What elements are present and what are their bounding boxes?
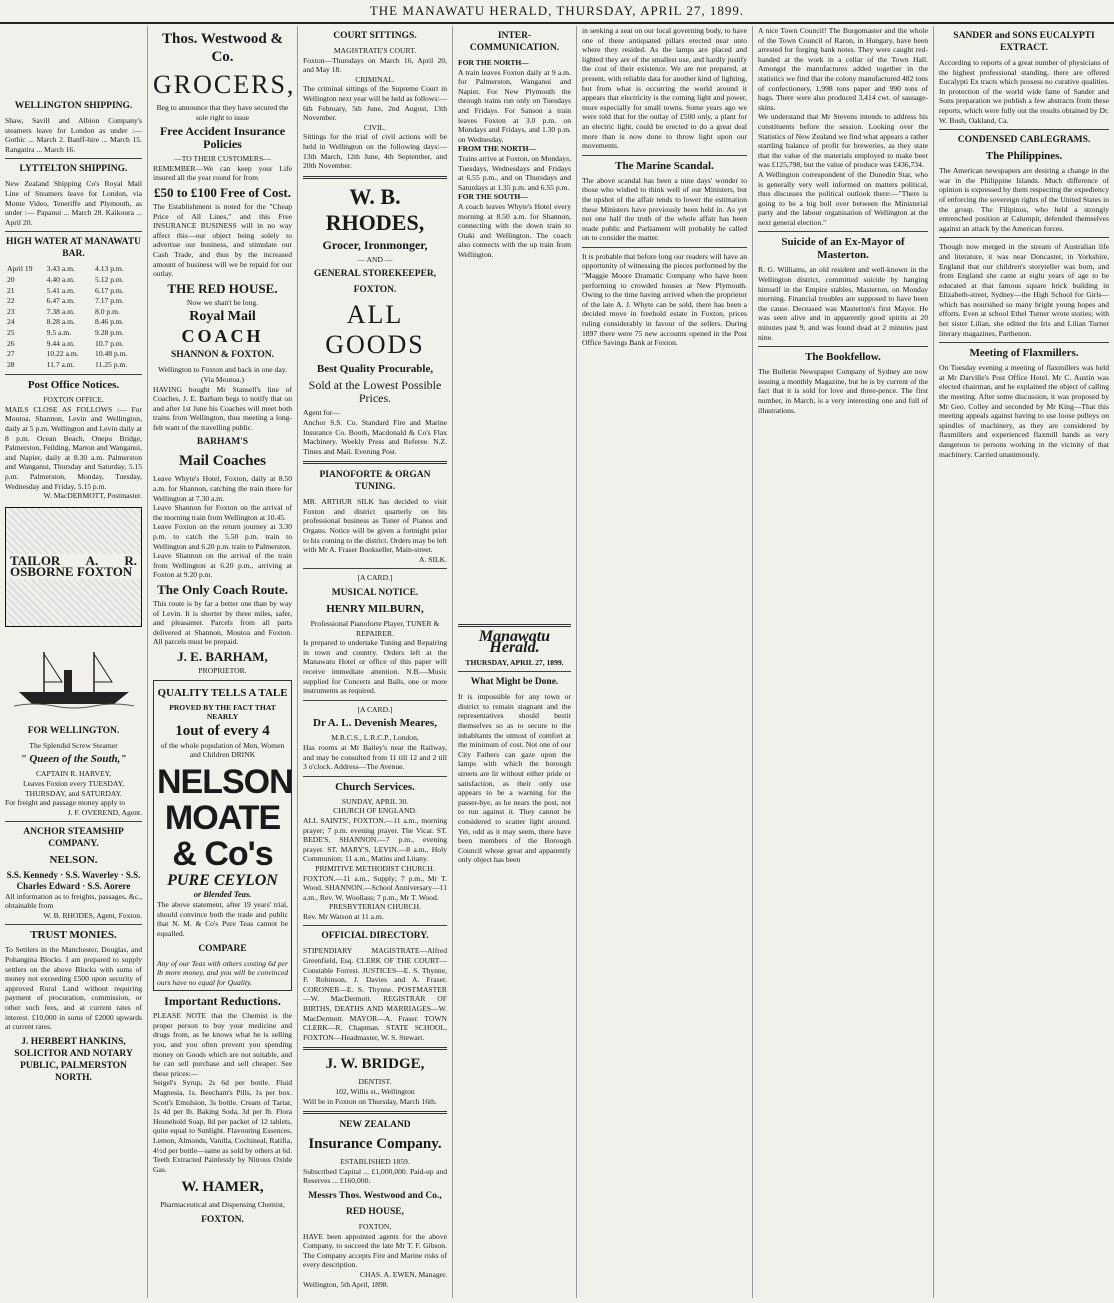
primitive-heading: PRIMITIVE METHODIST CHURCH. <box>315 863 435 873</box>
tide-row <box>5 328 142 339</box>
church-england: CHURCH OF ENGLAND. <box>333 806 417 816</box>
tide-cell: 10.7 p.m. <box>95 338 124 348</box>
hamer-town: FOXTON. <box>201 1214 244 1225</box>
news-text-1: A nice Town Council! The Burgomaster and the whole of the Town Council of Raron, in Hungary, have been arrested for forging bank notes. They were caught red-handed at the work in a cellar of the Town Hall. Amongst the manufactures added together in the statistics we find that the colony manufactured 482 tons of confectionery, 1,998 tons paper and 990 tons of bags. There were also produced 3,414 cwt. of sausage-skins. <box>758 26 928 112</box>
magistrate-heading: MAGISTRATE'S COURT. <box>333 46 417 55</box>
rhodes-name: W. B. RHODES, <box>325 183 425 235</box>
news-text-2: We understand that Mr Stevens intends to address his constituents before the session. Looking over the Statistics of New Zealand we find what appears a rather startling balance of profit for breweries, as they state that the value of the materials employed to make beer was £125,798, but the value of produce was £436,734. <box>758 112 928 170</box>
tide-row <box>5 286 142 297</box>
south-heading: FOR THE SOUTH— <box>458 192 528 202</box>
rhodes-sub: Grocer, Ironmonger, <box>322 237 428 252</box>
anchor-nelson: NELSON. <box>49 854 98 867</box>
tide-cell: 5.41 a.m. <box>46 285 75 295</box>
ewen-date: Wellington, 5th April, 1898. <box>303 1279 389 1289</box>
agent-overend: J. F. OVEREND, Agent. <box>67 807 142 817</box>
tea-out: 1out of every 4 <box>175 722 270 739</box>
tide-cell: 26 <box>7 338 15 348</box>
steamer-text: Leaves Foxton every TUESDAY, THURSDAY, and SATURDAY. <box>22 779 125 798</box>
between-heading: SHANNON & FOXTON. <box>170 350 274 361</box>
spacer <box>458 259 571 619</box>
column-4 <box>453 26 577 1298</box>
criminal-text: The criminal sittings of the Supreme Court in Wellington next year will be held as follows:—6th February, 5th June, 2nd August, 13th November. <box>303 84 447 123</box>
lyttelton-heading: LYTTELTON SHIPPING. <box>19 164 128 175</box>
westwood-firm: Thos. Westwood & Co. <box>162 31 283 65</box>
all-goods: ALL GOODS <box>325 300 425 360</box>
agencies-list: Anchor S.S. Co. Standard Fire and Marine Insurance Co. Booth, Macdonald & Co's Flax Machinery. Weekly Press and Referee. N.Z. Times and Mail. Evening Post. <box>303 417 447 456</box>
milburn-text: Is prepared to undertake Tuning and Repairing in town and country. Orders left at the Manawatu Hotel or office of this paper will receive immediate attention. N.B.—Music supplied for Concerts and Balls, one or more instruments as required. <box>303 638 447 696</box>
tea-whole: of the whole population of Men, Women and Children DRINK <box>160 740 285 760</box>
tide-row <box>5 339 142 350</box>
trust-heading: TRUST MONIES. <box>30 929 117 942</box>
prices-text: Seigel's Syrup, 2s 6d per bottle. Fluid Magnesia, 1s. Beecham's Pills, 1s per box. Scott's Emulsion, 3s bottle. Cream of Tartar, 1s 4d per lb. Baking Soda, 3d per lb. Flora Household Soap, 8d per packet of 12 tablets, quite equal to Sunlight. Flavouring Essences, Lemon, Almonds, Vanilla, Cochineal, Ratifia, 4½d per bottle—same as sold by others at 6d. Teeth Extracted Painlessly by Nitrous Oxide Gas. <box>153 1078 292 1174</box>
tide-cell: 28 <box>7 359 15 369</box>
mail-coach-text-3: Leave Foxton on the return journey at 3.30 p.m. to catch the 5.50 p.m. train to Wellington and 6.20 p.m. train to Palmerston. <box>153 522 292 551</box>
coach-heading: COACH <box>181 326 264 347</box>
bridge-text: Will be in Foxton on Thursday, March 16th. <box>303 1096 437 1106</box>
suicide-text: R. G. Williams, an old resident and well-known in the Wellington district, committed suicide by hanging himself in the Empire stables, Masterton, on Monday morning. Financial troubles are supposed to have been the cause. Deceased was Masterton's first Mayor. He was seen alive and in apparently good spirits at 20 minutes past 9, and was found dead at 2 minutes past nine. <box>758 265 928 342</box>
from-north-heading: FROM THE NORTH— <box>458 144 537 154</box>
column-6 <box>753 26 934 1298</box>
only-coach-text: This route is by far a better one than by way of Levin. It is shorter by three miles, safer, and pleasanter. Parcels from all parts delivered at Shannon, Moutoa and Foxton. All parcels must be prepaid. <box>153 599 292 647</box>
tide-cell: 27 <box>7 349 15 359</box>
church-heading: Church Services. <box>335 780 415 793</box>
faded-shipping-notice <box>5 26 142 96</box>
insurance-heading: Free Accident Insurance Policies <box>159 124 286 152</box>
lyttelton-text: New Zealand Shipping Co's Royal Mail Line of Steamers leave for London, via Monte Video, Teneriffe and Plymouth, as under :— Papanui ... March 28. Kaikoura ... April 20. <box>5 179 142 227</box>
red-house-town: FOXTON, <box>358 1221 392 1231</box>
reductions-text: PLEASE NOTE that the Chemist is the proper person to buy your medicine and drugs from, as he knows what he is selling you, and you often prevent you spending money on Goods which are not suitable, and he can sell purchase and sell cheaper. See these prices:— <box>153 1011 292 1078</box>
tide-cell: 25 <box>7 327 15 337</box>
leader-text: It is impossible for any town or district to remain stagnant and the representatives should bestir themselves so as to secure to the inhabitants the utmost of comfort at the minimum of cost. Not one of our City Fathers can gaze upon the lamps with which the borough streets are lit without either pride or satisfaction, as their only use appears to be a warning for the passer-bye, as he nears the post, not to run against it. They cannot be considered to scatter light around. Yet, odd as it may seem, there have been members of the Borough Council whose great and apparently only object has been <box>458 692 571 865</box>
civil-heading: CIVIL. <box>363 122 387 132</box>
bookfellow-heading: The Bookfellow. <box>805 351 881 364</box>
turner-text: Though now merged in the stream of Australian life and literature, it was near Doncaster, in Yorkshire, England that our children's storyteller was born, and from England she came at eight years of age to be educated at that famous square brick building in Elizabeth-street, Sydney—the High School for Girls—which has nourished so many bright young hopes and efforts. Even at school Ethel Turner wrote stories; with her sister Lilian, she edited the Iris and Lilian Turner literary magazines, Parthenon. <box>939 242 1109 338</box>
reductions-heading: Important Reductions. <box>164 994 281 1009</box>
bridge-address: 102, Willis st., Wellington <box>335 1087 415 1096</box>
primitive-text: FOXTON.—11 a.m., Supply; 7 p.m., Mr T. Wood. SHANNON.—School Anniversary—11 a.m., Rev. W. Woollass; 7 p.m., Mr T. Wood. <box>303 873 447 902</box>
masthead <box>0 0 1114 24</box>
mail-coach-text-2: Leave Shannon for Foxton on the arrival of the morning train from Wellington at 10.45. <box>153 503 292 522</box>
tea-note: The above statement, after 19 years' trial, should convince both the trade and public that N. M. & Co's Pure Teas cannot be equalled. <box>157 900 288 938</box>
tide-cell: 24 <box>7 317 15 327</box>
tide-cell: 4.40 a.m. <box>46 274 75 284</box>
trust-text: To Settlers in the Manchester, Douglas, and Pohangina Blocks. I am prepared to supply settlers on the above Blocks with sums of money not exceeding £500 upon security of approved Rural Land without requiring payment of procuration, commission, or other such fees, and at current rates of interest. £10,000 in sums of £2000 upwards at current rates. <box>5 945 142 1032</box>
capital-text: Subscribed Capital ... £1,000,000. Paid-up and Reserves ... £160,000. <box>303 1166 447 1186</box>
anchor-ships: S.S. Kennedy · S.S. Waverley · S.S. Charles Edward · S.S. Aorere <box>6 870 141 891</box>
south-text: A coach leaves Whyte's Hotel every morning at 8.50 a.m. for Shannon, connecting with the down train to Otaki and Wellington. The coach also connects with the up train from Wellington. <box>458 201 571 259</box>
sander-heading: SANDER and SONS EUCALYPTI EXTRACT. <box>953 31 1095 53</box>
philippines-text: The American newspapers are desiring a change in the war in the Philippine Islands. Much difference of opinion is expressed by them respecting the expediency of enforcing the sovereign rights of the United States in the group. The Filipinos, who held a strongly entrenched position at Calumpit, defended themselves against an attack by the American forces. <box>939 166 1109 233</box>
tea-proved: PROVED BY THE FACT THAT NEARLY <box>169 702 276 722</box>
tide-row <box>5 317 142 328</box>
compare-heading: COMPARE <box>198 943 247 954</box>
silk-sign: A. SILK. <box>418 554 447 564</box>
rhodes-and: — AND — <box>357 254 393 264</box>
tide-cell: 11.7 a.m. <box>46 359 75 369</box>
leader-heading: What Might be Done. <box>470 677 559 688</box>
column-7 <box>934 26 1114 1298</box>
card-label: [A CARD.] <box>357 573 393 583</box>
compare-text: Any of our Teas with others costing 6d per lb more money, and you will be convinced ours have no equal for Quality. <box>157 958 288 987</box>
shall-be-long: Now we shan't be long. <box>186 297 259 307</box>
steamer-intro: The Splendid Screw Steamer <box>29 740 118 750</box>
nelson-moate: NELSON MOATE & Co's <box>157 762 293 873</box>
tide-cell: 3.43 a.m. <box>46 264 75 274</box>
official-heading: OFFICIAL DIRECTORY. <box>321 931 429 942</box>
tide-cell: April 19 <box>7 264 33 274</box>
hamer-name: W. HAMER, <box>181 1179 264 1196</box>
anchor-heading: ANCHOR STEAMSHIP COMPANY. <box>23 827 124 850</box>
paper-date: THURSDAY, APRIL 27, 1899. <box>465 657 564 667</box>
tide-cell: 6.47 a.m. <box>46 296 75 306</box>
post-office-text: MAILS CLOSE AS FOLLOWS :— For Moutoa, Shannon, Levin and Wellington, daily at 5 p.m. Wellington and Levin daily at 8 p.m. Ocean Beach, Onepu Bridge, Palmerston, Feilding, Marton and Wanganui, and Napier, daily at 8.30 a.m. Palmerston and Wanganui, Thursday and Saturday, 5.15 p.m. Palmerston, Monday, Tuesday, Wednesday and Friday, 5.15 p.m. <box>5 404 142 491</box>
tide-cell: 21 <box>7 285 15 295</box>
tea-tagline: QUALITY TELLS A TALE <box>157 686 288 699</box>
barham-proprietor: PROPRIETOR. <box>198 665 247 675</box>
tide-cell: 11.25 p.m. <box>95 359 128 369</box>
intercommunication-heading: INTER-COMMUNICATION. <box>469 31 560 53</box>
masthead-title: THE MANAWATU HERALD, THURSDAY, APRIL 27, 1899. <box>369 3 745 18</box>
tide-cell: 6.17 p.m. <box>95 285 124 295</box>
shipping-text: Shaw, Savill and Albion Company's steamers leave for London as under :— Gothic ... March 2. Banff-hire ... March 15. Rangatira ... March 16. <box>5 116 142 154</box>
grocers-announce: Beg to announce that they have secured the sole right to issue <box>156 103 289 122</box>
tide-cell: 8.46 p.m. <box>95 317 124 327</box>
local-news: It is probable that before long our readers will have an opportunity of witnessing the pieces performed by the "Maggie Moore Dramatic Company who have been performing to crowded houses at New Plymouth. Owing to the time having arrived when the proprietor of the late A. J. Whyte can be sold, there has been a decided move in freehold estate in Foxton, prices ruling considerably in favour of the sellers. During 1897 there were 75 new accounts opened in the Post Office Savings Bank at Foxton. <box>582 251 747 348</box>
postmaster-sign: W. MacDERMOTT, Postmaster. <box>43 491 142 501</box>
mail-coach-text-4: Leave Shannon on the arrival of the train from Wellington at 6.20 p.m., arriving at Foxton at 9.20 p.m. <box>153 551 292 580</box>
tide-cell: 9.28 p.m. <box>95 327 124 337</box>
mail-coaches-heading: Mail Coaches <box>178 453 267 470</box>
hamer-sub: Pharmaceutical and Dispensing Chemist, <box>160 1200 285 1210</box>
milburn-name: HENRY MILBURN, <box>326 603 424 616</box>
civil-text: Sittings for the trial of civil actions will be held in Wellington on the following days:—13th March, 12th June, 4th September, and 20th November. <box>303 132 447 171</box>
musical-heading: MUSICAL NOTICE. <box>331 588 419 599</box>
tide-cell: 22 <box>7 296 15 306</box>
column-3 <box>298 26 453 1298</box>
marine-text: The above scandal has been a nine days' wonder to those who wished to think well of our Ministers, but the upshot of the affair tends to lower the estimation these Ministers have previously been held in. As yet not one half the truth of the whole affair has been made public and Parliament will probably be called on to consider the matter. <box>582 175 747 243</box>
blended-teas: or Blended Teas. <box>193 889 252 899</box>
barham-name: J. E. BARHAM, <box>177 648 268 664</box>
ewen-sign: CHAS. A. EWEN, Manager. <box>359 1269 447 1279</box>
coach-text: Wellington to Foxton and back in one day. (Via Moutoa.) <box>158 365 287 384</box>
tide-cell: 9.44 a.m. <box>46 338 75 348</box>
established: ESTABLISHED 1859. <box>340 1157 410 1167</box>
nz-insurance: NEW ZEALAND <box>339 1120 411 1131</box>
rhodes-town: FOXTON. <box>353 285 397 296</box>
red-house-heading: THE RED HOUSE. <box>167 280 278 296</box>
agent-for: Agent for— <box>303 408 340 418</box>
news-text-3: A Wellington correspondent of the Dunedin Star, who is generally very well informed on matters political, thus discusses the political outlook there:—"There is going to be a big boll over between the Ministerial party and the labour organisation of Wellington at the next general election." <box>758 169 928 227</box>
captain: CAPTAIN R. HARVEY, <box>35 769 111 779</box>
church-date: SUNDAY, APRIL 30. <box>341 796 409 806</box>
piano-text: MR. ARTHUR SILK has decided to visit Foxton and district quarterly on his professional business as Tuner of Pianos and Organs. Notice will be given a fortnight prior to his coming to the district. Orders may be left with Mr A. Fraser Bookseller, Main-street. <box>303 497 447 555</box>
steamer-name: " Queen of the South," <box>20 753 127 766</box>
presby-heading: PRESBYTERIAN CHURCH. <box>329 902 421 912</box>
royal-mail-text: Royal Mail <box>189 309 256 325</box>
establishment-text: The Establishment is noted for the "Cheap Price of All Lines," and this Free INSURANCE BUSINESS will in no way affect this—our object being solely to advertise our business, and stimulate our Cash Trade, and thus by the increased amount of business will we be repaid for our outlay. <box>153 201 292 279</box>
customers-line: —TO THEIR CUSTOMERS— <box>174 154 271 164</box>
for-wellington: FOR WELLINGTON. <box>27 725 120 736</box>
card-label-2: [A CARD.] <box>357 704 393 714</box>
from-north-text: Trains arrive at Foxton, on Mondays, Tuesdays, Wednesdays and Fridays at 6.55 p.m., and on Thursdays and Saturdays at 1.35 p.m. and 6.55 p.m. <box>458 153 571 192</box>
north-text: A train leaves Foxton daily at 9 a.m. for Palmerston, Wanganui and Napier. For New Plymouth the through trains run only on Tuesdays and Fridays. For Sanson a train leaves Foxton at 3.0 p.m. on Mondays and Fridays, and 1.30 p.m. on Wednesday. <box>458 67 571 144</box>
westwood-agents: Messrs Thos. Westwood and Co., <box>308 1190 442 1201</box>
meares-name: Dr A. L. Devenish Meares, <box>313 717 437 730</box>
marine-heading: The Marine Scandal. <box>615 159 714 172</box>
paper-nameplate: Manawatu Herald. <box>478 628 551 657</box>
tailor-advert <box>5 507 142 627</box>
mail-coach-text-1: Leave Whyte's Hotel, Foxton, daily at 8.50 a.m. for Shannon, catching the train there for Wellington at 7.30 a.m. <box>153 474 292 503</box>
hankins: J. HERBERT HANKINS, SOLICITOR AND NOTARY PUBLIC, PALMERSTON NORTH. <box>14 1036 133 1083</box>
sold-lowest: Sold at the Lowest Possible Prices. <box>308 378 442 406</box>
tide-row <box>5 264 142 275</box>
insurance-company: Insurance Company. <box>308 1136 442 1153</box>
tide-cell: 23 <box>7 306 15 316</box>
flaxmillers-heading: Meeting of Flaxmillers. <box>969 347 1079 360</box>
post-office-heading: Post Office Notices. <box>27 379 120 392</box>
bridge-name: J. W. BRIDGE, <box>325 1056 425 1073</box>
court-heading: COURT SITTINGS. <box>333 31 417 41</box>
philippines-heading: The Philippines. <box>985 150 1063 163</box>
presby-text: Rev. Mr Watson at 11 a.m. <box>303 911 384 921</box>
ship-icon <box>14 642 134 712</box>
court-text: Foxton—Thursdays on March 16, April 20, and May 18. <box>303 55 447 75</box>
steamer-illustration <box>5 633 142 721</box>
leader-continued: in seeking a seat on our local governing body, to have one of these antiquated pillars erected near unto where they resided. As the lamps are placed and lighted they are of the smallest use, and hardly justify the cost of their existence. We are not prepared, at present, with reliable data for another kind of lighting, but from what is occurring the world around it appears that electricity is the coming light and power, more especially for small towns. Some years ago we were told that for the outlay of £500 only, a plant for an electric light, could be erected to do a great deal more than is now done to throw light upon our movements. <box>582 26 747 151</box>
tide-cell: 5.12 p.m. <box>95 274 124 284</box>
only-coach-heading: The Only Coach Route. <box>157 582 288 597</box>
tide-cell: 9.5 a.m. <box>46 327 72 337</box>
cablegrams-heading: CONDENSED CABLEGRAMS. <box>957 135 1091 146</box>
tide-cell: 20 <box>7 274 15 284</box>
tide-cell: 7.17 p.m. <box>95 296 124 306</box>
red-house-agent: RED HOUSE, <box>345 1206 405 1217</box>
column-1 <box>0 26 148 1298</box>
tide-cell: 10.48 p.m. <box>95 349 128 359</box>
agent-rhodes: W. B. RHODES, Agent, Foxton. <box>43 910 142 920</box>
royal-mail-line <box>153 310 292 323</box>
piano-heading: PIANOFORTE & ORGAN TUNING. <box>319 470 431 493</box>
rhodes-storekeeper: GENERAL STOREKEEPER, <box>313 269 437 280</box>
column-2 <box>148 26 298 1298</box>
meares-sub: M.R.C.S., L.R.C.P., London, <box>331 733 419 743</box>
freight-text: For freight and passage money apply to <box>5 798 126 808</box>
suicide-heading: Suicide of an Ex-Mayor of Masterton. <box>781 236 905 262</box>
tide-row <box>5 360 142 371</box>
remember-text: REMEMBER—We can keep your Life insured all the year round for from <box>153 163 292 183</box>
anchor-text: All information as to freights, passages, &c., obtainable from <box>5 891 142 911</box>
bridge-sub: DENTIST. <box>358 1077 392 1087</box>
shipping-heading: WELLINGTON SHIPPING. <box>14 101 133 111</box>
having-text: HAVING bought Mr Stansell's line of Coaches, J. E. Barham begs to notify that on and after 1st June his Coaches will meet both trains from Wellington, thus meeting a long-felt want of the travelling public. <box>153 384 292 432</box>
post-office-sub: FOXTON OFFICE. <box>43 395 104 405</box>
bookfellow-text: The Bulletin Newspaper Company of Sydney are now issuing a monthly Magazine, but he is by current of the fact that it is sold for love and three-pence. The first number, in March, is a very interesting one and full of illustrations. <box>758 367 928 415</box>
church-text: ALL SAINTS', FOXTON.—11 a.m., morning prayer; 7 p.m. evening prayer. The Vicar. ST. BEDE'S, SHANNON.—7 p.m., evening prayer. ST. MARY'S, LEVIN.—8 a.m., Holy Communion; 11 a.m., Matins and Litany. <box>303 815 447 864</box>
tide-cell: 7.38 a.m. <box>46 306 75 316</box>
tailor-text: TAILOR A. R. OSBORNE FOXTON <box>6 554 141 579</box>
tide-row <box>5 275 142 286</box>
barhams-heading: BARHAM'S <box>196 437 249 448</box>
meares-text: Has rooms at Mr Bailey's near the Railway, and may be consulted from 11 till 12 and 2 till 3 o'clock. Address—The Avenue. <box>303 742 447 772</box>
flaxmillers-text: On Tuesday evening a meeting of flaxmillers was held at Mr Darville's Post Office Hotel. Mr C. Austin was elected chairman, and he explained the object of calling the meeting. After some discussion, it was proposed by Mr Geo. Colley and seconded by Mr King—That this meeting appeals against having to use loose pulleys on spindles of machinery, as they are considered by flaxmillers and experienced flaxmill hands as very dangerous to persons working in the vicinity of that machinery. Carried unanimously. <box>939 363 1109 459</box>
tide-row <box>5 296 142 307</box>
criminal-heading: CRIMINAL. <box>355 74 395 84</box>
tide-heading: HIGH WATER AT MANAWATU BAR. <box>5 237 142 260</box>
grocers-heading: GROCERS, <box>153 70 296 99</box>
tide-row <box>5 307 142 318</box>
best-quality: Best Quality Procurable, <box>316 363 434 376</box>
tide-row <box>5 349 142 360</box>
directory-text: STIPENDIARY MAGISTRATE—Alfred Greenfield, Esq. CLERK OF THE COURT—Constable Forrest. JUSTICES—E. S. Thynne, F. Robinson, J. Davies and A. Fraser. CORONER—E. S. Thynne. POSTMASTER—W. MacDermott. REGISTRAR OF BIRTHS, DEATHS AND MARRIAGES—W. MacDermott. MAYOR—A. Fraser. TOWN CLERK—R. Chapman. STATE SCHOOL, FOXTON—Headmaster, W. S. Stewart. <box>303 946 447 1042</box>
sander-text: According to reports of a great number of physicians of the highest professional standing, there are offered Eucalypti Ex tracts which possess no curative qualities. In protection of the world wide fame of Sander and Sons preparation we publish a few abstracts from these reports, which were fully out the results obtained by Dr. W. Bush, Oakland, Ca. <box>939 58 1109 125</box>
north-heading: FOR THE NORTH— <box>458 58 529 67</box>
tide-cell: 4.13 p.m. <box>95 264 124 274</box>
pure-ceylon: PURE CEYLON <box>167 871 278 889</box>
tide-cell: 10.22 a.m. <box>46 349 79 359</box>
tide-table <box>5 264 142 370</box>
tide-cell: 8.0 p.m. <box>95 306 120 316</box>
column-5 <box>577 26 753 1298</box>
tea-advert <box>153 680 292 992</box>
insurance-text: HAVE been appointed agents for the above Company, to succeed the late Mr T. F. Gibson. The Company accepts Fire and Marine risks of every description. <box>303 1231 447 1270</box>
tide-cell: 8.28 a.m. <box>46 317 75 327</box>
cover-heading: £50 to £100 Free of Cost. <box>154 184 291 200</box>
milburn-sub: Professional Pianoforte Player, TUNER & REPAIRER. <box>310 619 440 638</box>
